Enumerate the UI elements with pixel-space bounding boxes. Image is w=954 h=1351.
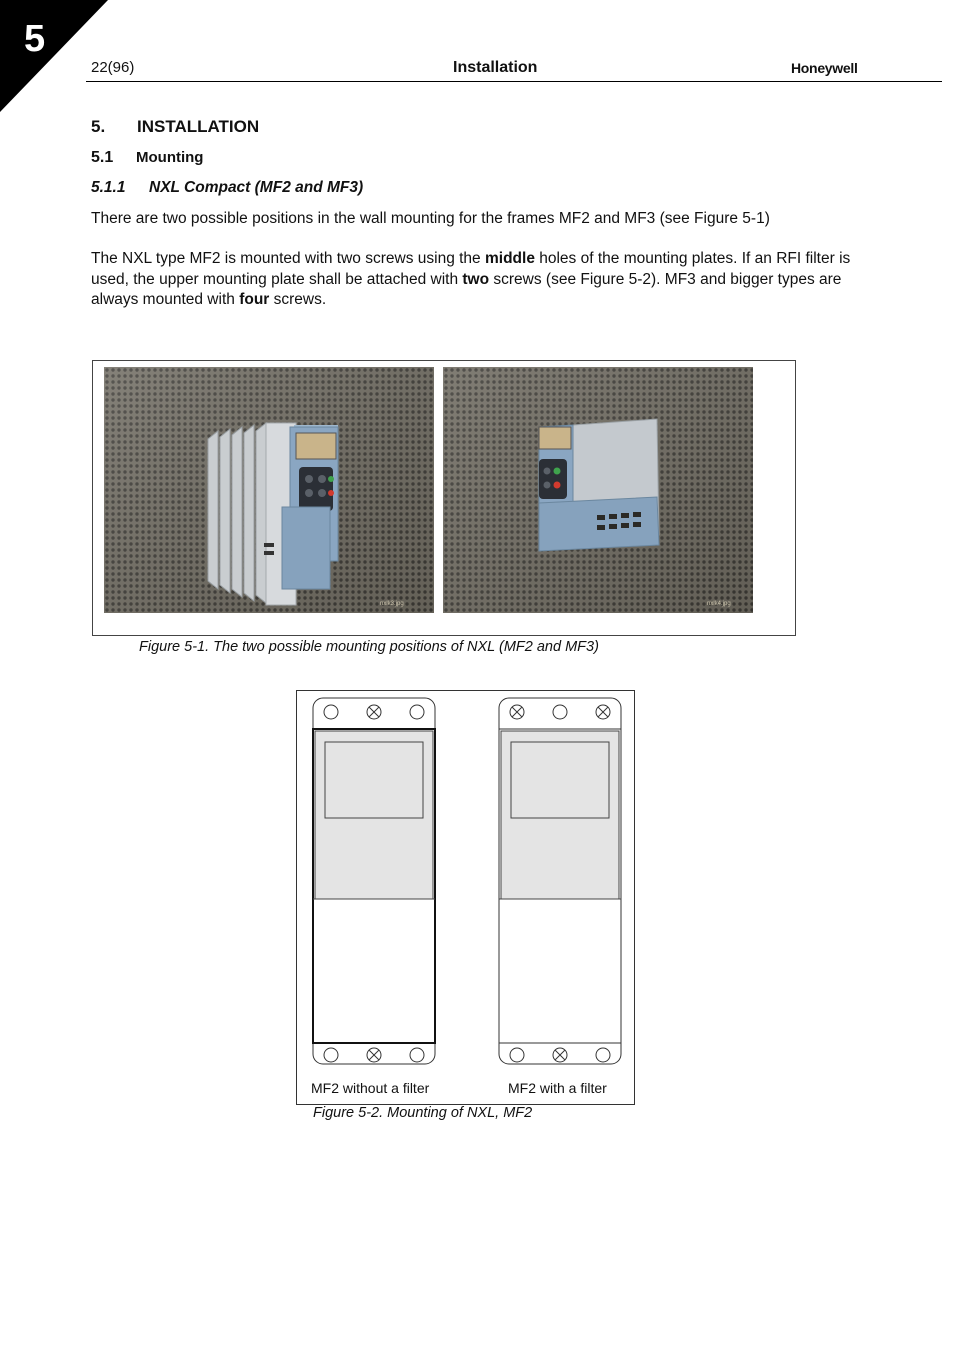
text-run: screws (see Figure 5-2). MF3 and bigger types are always mounted with bbox=[91, 270, 842, 308]
label-without-filter: MF2 without a filter bbox=[311, 1080, 430, 1096]
bold-middle: middle bbox=[484, 250, 535, 267]
text-run: The NXL type MF2 is mounted with two screws using the bbox=[91, 250, 485, 267]
screw-hole bbox=[367, 705, 381, 719]
mounting-hole bbox=[324, 1048, 338, 1062]
chapter-corner-tab bbox=[0, 0, 108, 112]
screw-hole bbox=[553, 1048, 567, 1062]
heading-mounting bbox=[91, 149, 203, 167]
paragraph-screws bbox=[91, 249, 891, 311]
mounting-hole bbox=[410, 705, 424, 719]
heading-nxl-compact bbox=[91, 179, 363, 197]
mounting-hole bbox=[596, 1048, 610, 1062]
photo-horizontal-mounting bbox=[104, 367, 434, 613]
mounting-hole bbox=[410, 1048, 424, 1062]
section-title: Installation bbox=[453, 59, 538, 76]
figure-1-caption: Figure 5-1. The two possible mounting positions of NXL (MF2 and MF3) bbox=[139, 639, 599, 655]
heading-installation bbox=[91, 117, 259, 137]
heading-number: 5.1.1 bbox=[91, 179, 126, 196]
photo-file-label: nxlk4.jpg bbox=[707, 601, 731, 607]
heading-number: 5. bbox=[91, 117, 106, 136]
mounting-hole bbox=[510, 1048, 524, 1062]
text-run: holes of the mounting plates. If an RFI filter is used, the upper mounting plate shall be attached with bbox=[91, 250, 851, 288]
photo-file-label: nxlk3.jpg bbox=[380, 601, 404, 607]
bold-four: four bbox=[239, 291, 270, 308]
screw-hole bbox=[510, 705, 524, 719]
chapter-number: 5 bbox=[24, 18, 46, 60]
unit-with-filter bbox=[499, 698, 621, 1064]
mounting-hole bbox=[324, 705, 338, 719]
header-rule bbox=[86, 81, 942, 82]
mounting-hole bbox=[553, 705, 567, 719]
bold-two: two bbox=[462, 270, 490, 288]
screw-hole bbox=[367, 1048, 381, 1062]
figure-2-caption: Figure 5-2. Mounting of NXL, MF2 bbox=[313, 1105, 533, 1121]
heading-number: 5.1 bbox=[91, 149, 114, 166]
unit-without-filter bbox=[313, 698, 435, 1064]
heading-text: INSTALLATION bbox=[137, 117, 260, 136]
brand-logo: Honeywell bbox=[791, 60, 858, 76]
paragraph-positions: There are two possible positions in the wall mounting for the frames MF2 and MF3 (see Figure 5-1) bbox=[91, 210, 770, 227]
figure-2-diagram bbox=[296, 690, 635, 1105]
label-with-filter: MF2 with a filter bbox=[508, 1080, 607, 1096]
heading-text: Mounting bbox=[136, 149, 204, 166]
text-run: screws. bbox=[269, 291, 327, 308]
photo-vertical-mounting bbox=[443, 367, 753, 613]
page-number: 22(96) bbox=[91, 59, 135, 76]
heading-text: NXL Compact (MF2 and MF3) bbox=[149, 179, 364, 196]
screw-hole bbox=[596, 705, 610, 719]
